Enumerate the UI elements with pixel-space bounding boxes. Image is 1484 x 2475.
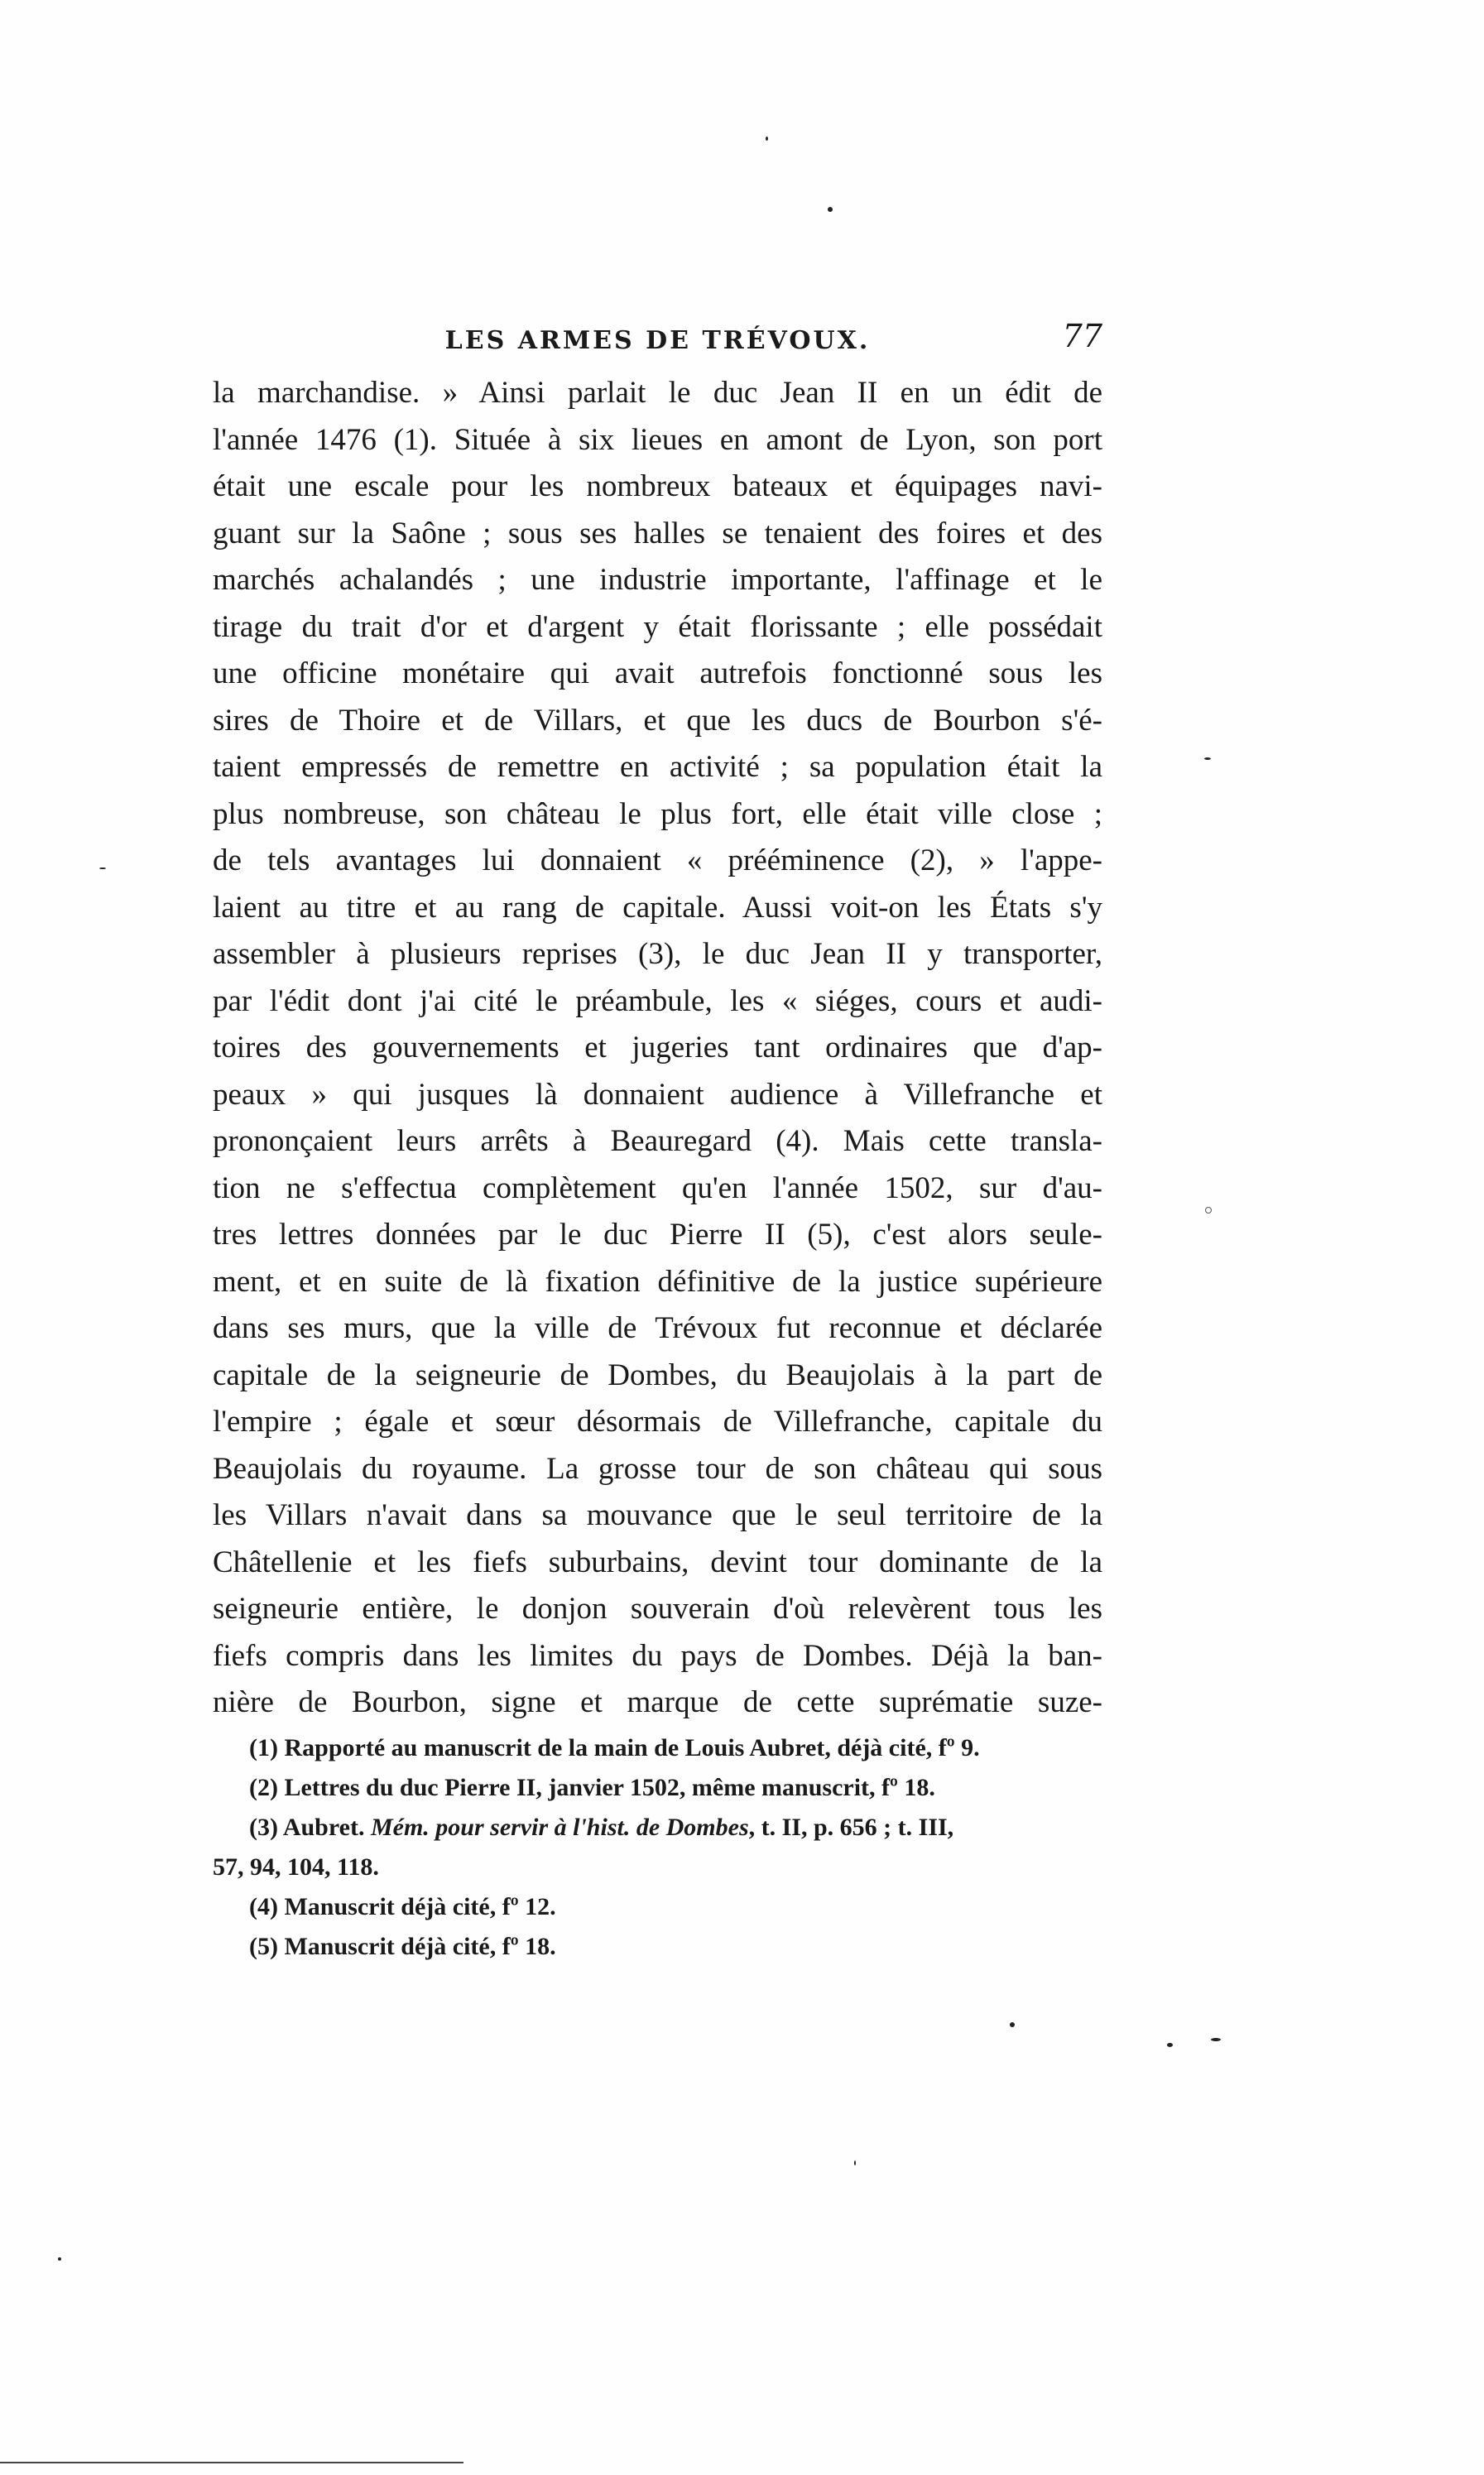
- footnote-2: (2) Lettres du duc Pierre II, janvier 1502, même manuscrit, fº 18.: [249, 1774, 935, 1801]
- text-line: la marchandise. » Ainsi parlait le duc Jean II en un édit de: [213, 376, 1102, 410]
- text-line: taient empressés de remettre en activité ; sa population était la: [213, 750, 1102, 784]
- text-line: fiefs compris dans les limites du pays de Dombes. Déjà la ban-: [213, 1638, 1102, 1673]
- footnote-4: (4) Manuscrit déjà cité, fº 12.: [249, 1893, 556, 1920]
- text-line: ment, et en suite de là fixation définitive de la justice supérieure: [213, 1264, 1102, 1299]
- scan-speck: [1167, 2043, 1173, 2047]
- text-line: capitale de la seigneurie de Dombes, du Beaujolais à la part de: [213, 1358, 1102, 1392]
- text-line: par l'édit dont j'ai cité le préambule, les « siéges, cours et audi-: [213, 983, 1102, 1018]
- scan-speck: [766, 137, 768, 141]
- running-title: LES ARMES DE TRÉVOUX.: [444, 326, 871, 355]
- footnotes: [213, 1728, 1102, 1967]
- body-text: [213, 370, 1102, 1727]
- footnote-3-continuation: 57, 94, 104, 118.: [213, 1853, 379, 1881]
- text-line: peaux » qui jusques là donnaient audience à Villefranche et: [213, 1077, 1102, 1112]
- text-line: seigneurie entière, le donjon souverain d'où relevèrent tous les: [213, 1592, 1102, 1626]
- scan-speck: [854, 2160, 856, 2165]
- scan-speck: [1010, 2022, 1015, 2027]
- text-line: prononçaient leurs arrêts à Beauregard (4). Mais cette transla-: [213, 1124, 1102, 1158]
- text-line: tion ne s'effectua complètement qu'en l'année 1502, sur d'au-: [213, 1170, 1102, 1205]
- text-line: Châtellenie et les fiefs suburbains, devint tour dominante de la: [213, 1545, 1102, 1579]
- text-line: l'empire ; égale et sœur désormais de Villefranche, capitale du: [213, 1405, 1102, 1439]
- page-edge-rule: [0, 2462, 463, 2463]
- text-line: l'année 1476 (1). Située à six lieues en amont de Lyon, son port: [213, 422, 1102, 457]
- text-line: sires de Thoire et de Villars, et que les ducs de Bourbon s'é-: [213, 703, 1102, 738]
- page-number: 77: [1062, 318, 1102, 354]
- text-line: laient au titre et au rang de capitale. Aussi voit-on les États s'y: [213, 890, 1102, 925]
- text-line: les Villars n'avait dans sa mouvance que le seul territoire de la: [213, 1498, 1102, 1532]
- text-line: assembler à plusieurs reprises (3), le duc Jean II y transporter,: [213, 937, 1102, 971]
- text-line: une officine monétaire qui avait autrefois fonctionné sous les: [213, 656, 1102, 690]
- text-line: tirage du trait d'or et d'argent y était florissante ; elle possédait: [213, 609, 1102, 644]
- footnote-3: [213, 1808, 1102, 1848]
- text-line: était une escale pour les nombreux bateaux et équipages navi-: [213, 469, 1102, 503]
- text-line: toires des gouvernements et jugeries tant ordinaires que d'ap-: [213, 1031, 1102, 1064]
- scan-speck: [99, 867, 106, 869]
- scan-speck: [1204, 757, 1211, 760]
- footnote-3-title: Mém. pour servir à l'hist. de Dombes: [370, 1814, 749, 1841]
- text-line: guant sur la Saône ; sous ses halles se tenaient des foires et des: [213, 516, 1102, 550]
- text-line: plus nombreuse, son château le plus fort, elle était ville close ;: [213, 796, 1102, 831]
- text-line: nière de Bourbon, signe et marque de cette suprématie suze-: [213, 1685, 1102, 1719]
- footnote-5: (5) Manuscrit déjà cité, fº 18.: [249, 1933, 556, 1960]
- scan-speck: [1211, 2038, 1221, 2041]
- text-line: Beaujolais du royaume. La grosse tour de son château qui sous: [213, 1451, 1102, 1486]
- scan-speck: [828, 207, 833, 212]
- text-line: tres lettres données par le duc Pierre II (5), c'est alors seule-: [213, 1218, 1102, 1252]
- scan-speck: [58, 2257, 61, 2261]
- footnote-3-suffix: , t. II, p. 656 ; t. III,: [748, 1814, 954, 1841]
- text-line: dans ses murs, que la ville de Trévoux fut reconnue et déclarée: [213, 1311, 1102, 1345]
- scan-speck: [1205, 1207, 1212, 1213]
- text-line: marchés achalandés ; une industrie importante, l'affinage et le: [213, 563, 1102, 597]
- footnote-3-prefix: (3) Aubret.: [249, 1814, 371, 1841]
- running-head: [213, 318, 1102, 368]
- footnote-1: (1) Rapporté au manuscrit de la main de Louis Aubret, déjà cité, fº 9.: [249, 1734, 980, 1761]
- text-line: de tels avantages lui donnaient « prééminence (2), » l'appe-: [213, 843, 1102, 877]
